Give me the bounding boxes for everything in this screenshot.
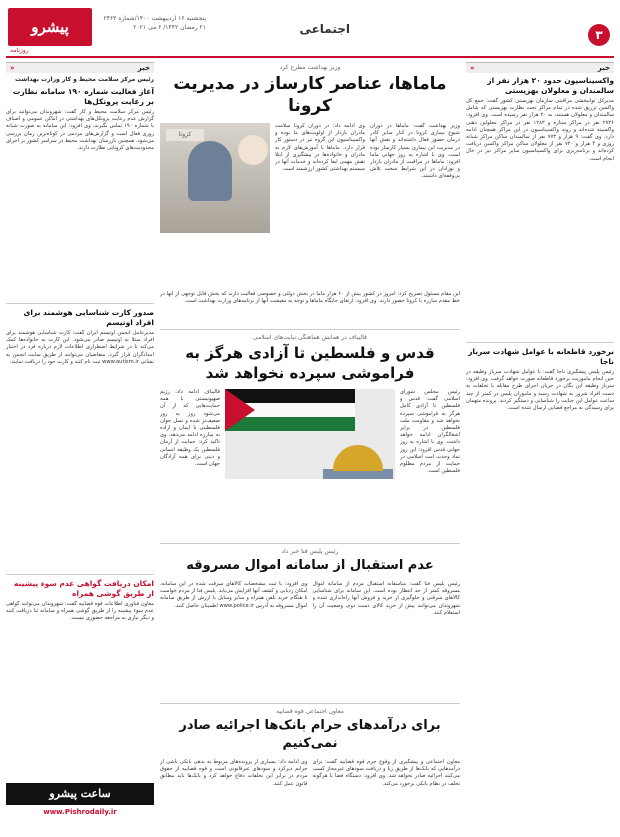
news-bar: [466, 62, 614, 73]
bar-arrow-icon: «: [10, 64, 15, 72]
article-kicker: وزیر بهداشت مطرح کرد: [279, 64, 341, 71]
news-bar: [6, 62, 154, 73]
article-row: [160, 123, 460, 291]
article-body: رئیس پلیس فتا گفت: متاسفانه استقبال مردم از سامانه اموال مسروقه کمتر از حد انتظار بوده است. این سامانه برای شناسایی کالاهای سرقتی و جلوگیری از خرید و فروش آنها راه‌اندازی شده و شهروندان می‌توانند پیش از خرید کالای دست دوم، وضعیت آن را استعلام کنند.: [312, 581, 460, 616]
article-kicker: معاون اجتماعی قوه قضاییه: [276, 708, 344, 715]
article-body: وی ادامه داد: در دوران کرونا سلامت مادران باردار از اولویت‌های ما بوده و واکسیناسیون این گروه نیز در دستور کار قرار دارد. ماماها با آموزش‌های لازم به مادران و خانواده‌ها در پیشگیری از ابتلا نقش مهمی ایفا کرده‌اند و خدمات آنها در سیستم بهداشتی کشور ارزشمند است.: [275, 123, 365, 173]
article-headline: برای درآمدهای حرام بانک‌ها اجرائیه صادر نمی‌کنیم: [179, 718, 441, 751]
article-row: [160, 759, 460, 819]
page-number: ۳: [588, 24, 610, 46]
divider: [160, 543, 460, 544]
article-kicker: قالیباف در همایش هماهنگی نیابت‌های اسلامی: [253, 334, 367, 341]
bar-arrow-icon: «: [470, 64, 475, 72]
article-body: وی افزود: با ثبت مشخصات کالاهای سرقت شده در این سامانه، امکان ردیابی و کشف آنها افزایش می‌یابد. پلیس فتا از مردم خواست تا هنگام خرید تلفن همراه و سایر وسایل با ارزش از طریق سامانه اموال مسروقه به آدرس www.police.ir اطمینان حاصل کنند.: [160, 581, 308, 609]
newspaper-logo: پیشرو: [8, 8, 92, 46]
divider: [6, 303, 154, 304]
article-row: [160, 389, 460, 539]
article-body: وزیر بهداشت گفت: ماماها در دوران شیوع بیماری کرونا در کنار سایر کادر درمان حضور فعال داشته‌اند و نقش آنها در مدیریت این بیماری بسیار کارساز بوده است. وی با اشاره به روز جهانی ماما افزود: ماماها در مراقبت از مادران باردار و نوزادان در این شرایط سخت تلاش بی‌وقفه‌ای داشتند.: [370, 123, 460, 180]
divider: [160, 703, 460, 704]
article-body: مدیرعامل انجمن اوتیسم ایران گفت: کارت شناسایی هوشمند برای افراد مبتلا به اوتیسم صادر می‌شود. این کارت به خانواده‌ها کمک می‌کند تا در شرایط اضطراری اطلاعات لازم درباره فرد در اختیار امدادگران قرار گیرد. متقاضیان می‌توانند از طریق سایت انجمن به نشانی www.autism.ir ثبت نام کنند و کارت خود را دریافت نمایند.: [6, 330, 154, 365]
issue-info: [96, 14, 206, 32]
baby-figure: [238, 135, 268, 165]
issue-date-line: پنجشنبه ۱۶ اردیبهشت ۱۴۰۰/شماره ۲۴۶۳: [103, 15, 206, 22]
article-body: معاون فناوری اطلاعات قوه قضاییه گفت: شهروندان می‌توانند گواهی عدم سوء پیشینه را از طریق گوشی همراه و سامانه ثنا دریافت کنند و دیگر نیازی به مراجعه حضوری نیست.: [6, 601, 154, 622]
news-bar-label: خبر: [597, 64, 610, 72]
article-title: آغاز فعالیت شماره ۱۹۰ سامانه نظارت بر رعایت پروتکل‌ها: [12, 87, 154, 106]
main-headline: ماماها، عناصر کارساز در مدیریت کرونا: [173, 74, 447, 116]
flag-triangle-red: [225, 389, 255, 431]
main-news-column: [160, 62, 460, 822]
article-title: صدور کارت شناسایی هوشمند برای افراد اوتیسم: [23, 308, 154, 327]
left-news-column: [6, 62, 154, 822]
article-kicker: رئیس مرکز سلامت محیط و کار وزارت بهداشت: [14, 76, 154, 83]
article-headline: عدم استقبال از سامانه اموال مسروقه: [186, 558, 434, 573]
article-body: رئیس مجلس شورای اسلامی گفت: قدس و فلسطین تا آزادی کامل هرگز به فراموشی سپرده نخواهد شد و مقاومت ملت فلسطین در برابر اشغالگران ادامه خواهد داشت. وی با اشاره به روز جهانی قدس افزود: این روز نماد وحدت امت اسلامی در حمایت از مردم مظلوم فلسطین است.: [400, 389, 460, 475]
nurse-photo: [160, 123, 270, 233]
news-bar-label: خبر: [137, 64, 150, 72]
article-body: این مقام مسئول تصریح کرد: امروز در کشور بیش از ۶۰ هزار ماما در بخش دولتی و خصوصی فعالیت دارند که بخش قابل توجهی از آنها در خط مقدم مبارزه با کرونا حضور دارند. وی افزود: ارتقای جایگاه ماماها و توجه به معیشت آنها از برنامه‌های وزارت بهداشت است.: [160, 291, 460, 305]
nurse-figure: [188, 141, 232, 201]
divider: [6, 574, 154, 575]
article-body: رئیس پلیس پیشگیری ناجا گفت: با عوامل شهادت سرباز وظیفه در حین انجام ماموریت برخورد قاطعانه صورت خواهد گرفت. وی افزود: سرباز وظیفه این یگان در جریان اجرای طرح مقابله با تخلفات به دست افراد شرور به شهادت رسید و ماموران پلیس در کمتر از چند ساعت عوامل این جنایت را شناسایی و دستگیر کردند. پرونده متهمان برای رسیدگی به مراجع قضایی ارسال شده است.: [466, 369, 614, 412]
divider: [466, 342, 614, 343]
photo-sign: کرونا: [166, 129, 204, 141]
website-link[interactable]: www.Pishrodaily.ir: [43, 808, 117, 816]
article-body: معاون اجتماعی و پیشگیری از وقوع جرم قوه قضاییه گفت: برای درآمدهایی که بانک‌ها از طریق ربا و دریافت سودهای غیرمجاز کسب می‌کنند اجرائیه صادر نخواهد شد. وی افزود: دستگاه قضا با هرگونه تخلف در نظام بانکی برخورد می‌کند.: [312, 759, 460, 787]
article-body: قالیباف ادامه داد: رژیم صهیونیستی با همه حمایت‌هایی که از آن می‌شود روز به روز ضعیف‌تر شده و نسل جوان فلسطینی با ایمان و اراده به مبارزه ادامه می‌دهد. وی تاکید کرد: حمایت از آرمان فلسطین یک وظیفه انسانی و دینی برای همه آزادگان جهان است.: [160, 389, 220, 468]
article-kicker: رئیس پلیس فتا خبر داد: [281, 548, 339, 555]
article-title: برخورد قاطعانه با عوامل شهادت سرباز ناجا: [468, 347, 614, 366]
dome-of-rock-icon: [333, 445, 383, 471]
article-row: [160, 581, 460, 699]
article-headline: قدس و فلسطین تا آزادی هرگز به فراموشی سپرده نخواهد شد: [185, 344, 435, 382]
issue-hijri-line: ۲۱ رمضان ۱۴۴۲/ ۶ می ۲۰۲۱: [133, 24, 206, 31]
article-title: امکان دریافت گواهی عدم سوء پیشینه از طریق گوشی همراه: [14, 579, 154, 598]
article-title: واکسیناسیون حدود ۲۰ هزار نفر از سالمندان و معلولان بهزیستی: [487, 76, 614, 95]
article-body: رئیس مرکز سلامت محیط و کار گفت: شهروندان می‌توانند برای گزارش عدم رعایت پروتکل‌های بهداشتی در اماکن عمومی و اصناف با شماره ۱۹۰ تماس بگیرند. وی افزود: این سامانه به صورت شبانه روزی فعال است و گزارش‌های مردمی در کوتاه‌ترین زمان بررسی می‌شود. همچنین بازرسان بهداشت محیط در سراسر کشور بر اجرای محدودیت‌های کرونایی نظارت دارند.: [6, 109, 154, 152]
divider: [160, 329, 460, 330]
footer-brand: [6, 783, 154, 825]
logo-tagline: روزنامه: [10, 47, 29, 54]
footer-logo: ساعت پیشرو: [6, 783, 154, 805]
header-divider: [6, 56, 614, 58]
article-body: وی ادامه داد: بسیاری از پرونده‌های مربوط به بدهی بانکی ناشی از جرایم دیرکرد و سودهای غیرقانونی است و قوه قضاییه از حقوق مردم در برابر این تخلفات دفاع خواهد کرد و بانک‌ها باید مطابق قانون عمل کنند.: [160, 759, 308, 787]
masthead: [0, 0, 620, 58]
palestine-flag-photo: [225, 389, 395, 479]
article-body: مدیرکل توانبخشی مراقبتی سازمان بهزیستی کشور گفت: جمع کل واکسن تزریق شده در تمام مراکز تحت نظارت بهزیستی که شامل سالمندان و معلولان هستند، به ۲۰ هزار نفر رسیده است. وی افزود: ۲۷۲۶ نفر در مراکز ستاره و ۱۲۸۳ نفر در مراکز معلولین ذهنی واکسینه شده‌اند و روند واکسیناسیون در این مراکز همچنان ادامه دارد. وی گفت: ۹ هزار و ۷۷۳ نفر از سالمندان ساکن مراکز شبانه روزی و ۴ هزار و ۷۴۰ نفر از معلولان ساکن مراکز واکسن دریافت کرده‌اند و برنامه‌ریزی برای واکسیناسیون سایر مراکز نیز در حال انجام است.: [466, 98, 614, 162]
section-title: اجتماعی: [299, 22, 350, 36]
right-news-column: [466, 62, 614, 822]
